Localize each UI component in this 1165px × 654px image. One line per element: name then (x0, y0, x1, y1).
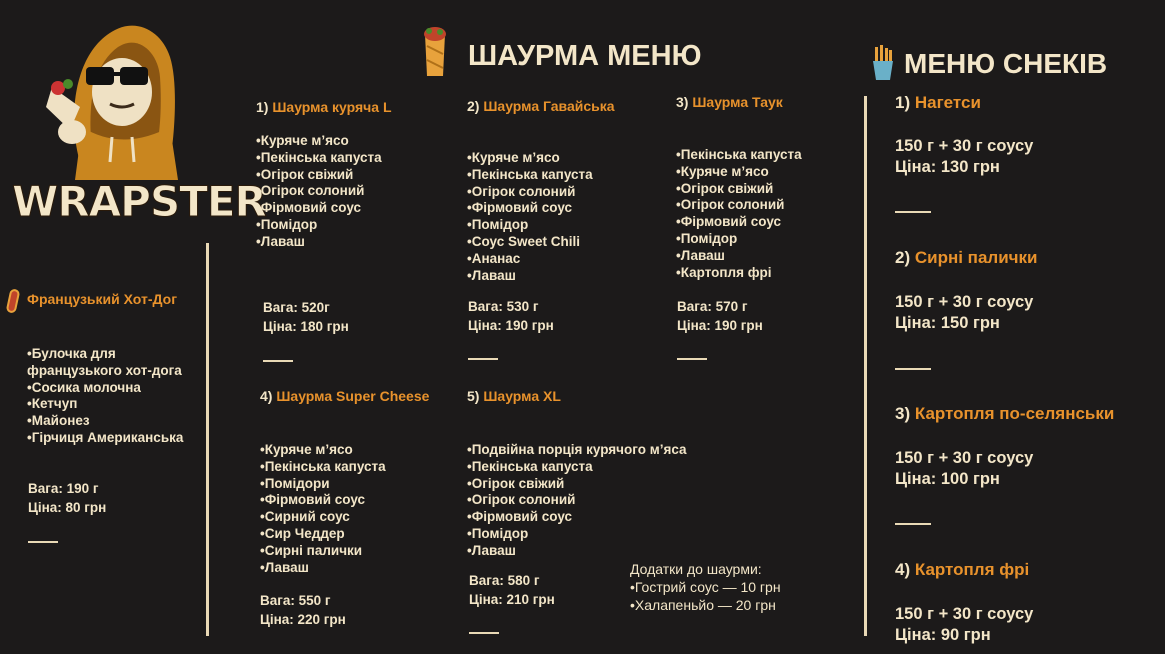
shawarma-menu-title: ШАУРМА МЕНЮ (468, 40, 702, 72)
shawarma-4-title: 4) Шаурма Super Cheese (260, 388, 430, 404)
shawarma-2-ingredients (467, 150, 593, 284)
list-item: •Сир Чеддер (260, 525, 345, 541)
weight: Вага: 550 г (260, 593, 331, 608)
extras-section (630, 560, 781, 614)
shawarma-3-title: 3) Шаурма Таук (676, 94, 783, 110)
list-item: •Огірок свіжий (256, 166, 354, 182)
list-item: •Соус Sweet Chili (467, 233, 580, 249)
snack-1-title: 1) Нагетси (895, 93, 981, 112)
price: Ціна: 220 грн (260, 612, 346, 627)
list-item: •Помідори (260, 475, 330, 491)
list-item: •Лаваш (260, 559, 309, 575)
list-item: •Помідор (256, 216, 318, 232)
burrito-icon (419, 24, 451, 80)
list-item: •Гострий соус — 10 грн (630, 579, 781, 595)
price: Ціна: 180 грн (263, 319, 349, 334)
list-item: •Лаваш (676, 247, 725, 263)
portion: 150 г + 30 г соусу (895, 605, 1034, 623)
list-item: •Огірок солоний (676, 197, 785, 213)
shawarma-2-weight-price (468, 297, 554, 335)
hotdog-title: Французький Хот-Дог (27, 291, 178, 307)
list-item: •Куряче м’ясо (256, 133, 349, 148)
hotdog-icon (6, 287, 20, 315)
list-item: •Пекінська капуста (467, 458, 593, 474)
portion: 150 г + 30 г соусу (895, 137, 1034, 155)
price: Ціна: 190 грн (468, 318, 554, 333)
weight: Вага: 580 г (469, 573, 540, 588)
list-item: •Лаваш (467, 267, 516, 283)
snack-3-details (895, 448, 1033, 490)
shawarma-3-ingredients (676, 147, 802, 281)
list-item: •Фірмовий соус (467, 200, 573, 216)
snack-2-details (895, 292, 1033, 334)
hotdog-weight-price (28, 479, 106, 517)
shawarma-2-title: 2) Шаурма Гавайська (467, 98, 615, 114)
price: Ціна: 100 грн (895, 470, 1000, 488)
list-item: •Огірок свіжий (467, 475, 565, 491)
divider-dash (895, 211, 931, 213)
snack-2-title: 2) Сирні палички (895, 248, 1038, 267)
snack-3-title: 3) Картопля по-селянськи (895, 404, 1115, 423)
divider-right (864, 96, 867, 636)
list-item: •Фірмовий соус (467, 509, 573, 525)
hotdog-ingredients (27, 346, 183, 447)
weight: Вага: 190 г (28, 481, 99, 496)
list-item: •Майонез (27, 413, 90, 429)
weight: Вага: 570 г (677, 299, 748, 314)
list-item: •Халапеньйо — 20 грн (630, 597, 776, 613)
shawarma-4-ingredients (260, 442, 386, 576)
list-item: •Куряче м’ясо (467, 150, 560, 165)
list-item: •Помідор (676, 230, 738, 246)
shawarma-1-ingredients (256, 133, 382, 251)
list-item: •Фірмовий соус (676, 214, 782, 230)
list-item: •Картопля фрі (676, 264, 772, 280)
snack-4-title: 4) Картопля фрі (895, 560, 1030, 579)
list-item: •Куряче м’ясо (676, 163, 769, 179)
portion: 150 г + 30 г соусу (895, 293, 1034, 311)
shawarma-5-title: 5) Шаурма XL (467, 388, 561, 404)
list-item: •Сосика молочна (27, 379, 141, 395)
list-item: •Сирний соус (260, 509, 350, 525)
list-item: •Подвійна порція курячого м’яса (467, 442, 687, 457)
weight: Вага: 530 г (468, 299, 539, 314)
logo (10, 12, 266, 237)
shawarma-5-weight-price (469, 571, 555, 609)
list-item: •Фірмовий соус (256, 200, 362, 216)
snack-4-details (895, 604, 1033, 646)
list-item: •Огірок свіжий (676, 180, 774, 196)
list-item: •Пекінська капуста (676, 147, 802, 162)
price: Ціна: 80 грн (28, 500, 107, 515)
list-item: •Пекінська капуста (467, 166, 593, 182)
list-item: •Лаваш (256, 233, 305, 249)
shawarma-5-ingredients (467, 442, 687, 560)
list-item: •Помідор (467, 525, 529, 541)
logo-text: WRAPSTER (12, 177, 266, 226)
price: Ціна: 130 грн (895, 158, 1000, 176)
list-item: •Огірок солоний (467, 492, 576, 508)
price: Ціна: 190 грн (677, 318, 763, 333)
snacks-menu-title: МЕНЮ СНЕКІВ (904, 48, 1108, 79)
list-item: •Огірок солоний (256, 183, 365, 199)
list-item: •Куряче м’ясо (260, 442, 353, 457)
list-item: французького хот-дога (27, 362, 182, 378)
divider-dash (895, 523, 931, 525)
list-item: •Пекінська капуста (256, 149, 382, 165)
divider-left (206, 243, 209, 636)
divider-dash (263, 360, 293, 362)
divider-dash (468, 358, 498, 360)
portion: 150 г + 30 г соусу (895, 449, 1034, 467)
divider-dash (677, 358, 707, 360)
shawarma-1-title: 1) Шаурма куряча L (256, 99, 392, 115)
shawarma-4-weight-price (260, 591, 346, 629)
price: Ціна: 90 грн (895, 626, 991, 644)
fries-icon (870, 45, 896, 81)
shawarma-3-weight-price (677, 297, 763, 335)
divider-dash (28, 541, 58, 543)
divider-dash (469, 632, 499, 634)
list-item: •Помідор (467, 217, 529, 233)
list-item: •Лаваш (467, 542, 516, 558)
list-item: •Кетчуп (27, 396, 78, 412)
list-item: •Огірок солоний (467, 183, 576, 199)
price: Ціна: 210 грн (469, 592, 555, 607)
list-item: •Ананас (467, 250, 521, 266)
divider-dash (895, 368, 931, 370)
weight: Вага: 520г (263, 300, 330, 315)
list-item: •Фірмовий соус (260, 492, 366, 508)
list-item: •Пекінська капуста (260, 458, 386, 474)
list-item: •Булочка для (27, 346, 116, 361)
extras-title: Додатки до шаурми: (630, 561, 762, 577)
price: Ціна: 150 грн (895, 314, 1000, 332)
list-item: •Сирні палички (260, 542, 363, 558)
mascot-icon (10, 12, 235, 192)
list-item: •Гірчиця Американська (27, 429, 184, 445)
snack-1-details (895, 136, 1033, 178)
shawarma-1-weight-price (263, 298, 349, 336)
